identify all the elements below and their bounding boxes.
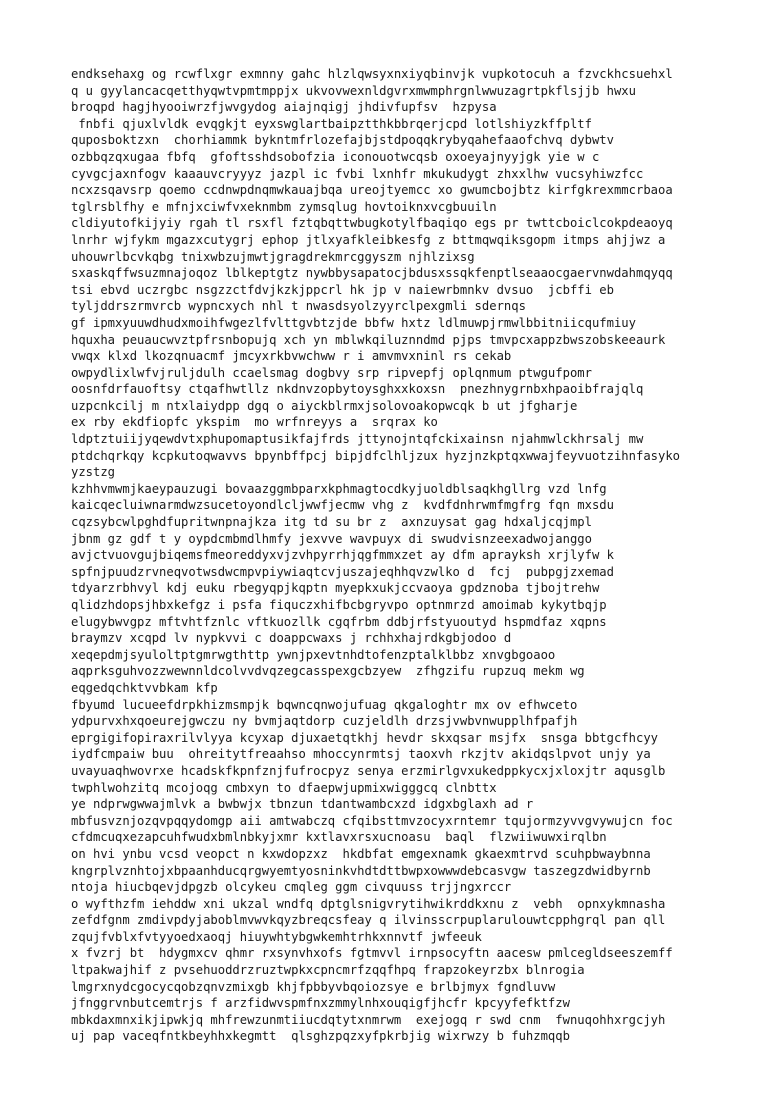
text-line-51: o wyfthzfm iehddw xni ukzal wndfq dptglsnigvrytihwikrddkxnu z vebh opnxykmnasha xyxy=(71,896,666,911)
document-page xyxy=(71,66,711,1095)
text-line-21: uzpcnkcilj m ntxlaiydpp dgq o aiyckblrmxjsolovoakopwcqk b ut jfgharje xyxy=(71,398,578,413)
text-line-7: cyvgcjaxnfogv kaaauvcryyyz jazpl ic fvbi lxnhfr mkukudygt zhxxlhw vucsyhiwzfcc xyxy=(71,166,644,181)
text-line-31: spfnjpuudzrvneqvotwsdwcmpvpiywiaqtcvjuszajeqhhqvzwlko d fcj pubpgjzxemad xyxy=(71,564,614,579)
text-line-38: eqgedqchktvvbkam kfp xyxy=(71,680,218,695)
text-line-11: lnrhr wjfykm mgazxcutygrj ephop jtlxyafkleibkesfg z bttmqwqiksgopm itmps ahjjwz a xyxy=(71,232,666,247)
text-line-44: twphlwohzitq mcojoqg cmbxyn to dfaepwjupmixwigggcq clnbttx xyxy=(71,780,497,795)
text-line-45: ye ndprwgwwajmlvk a bwbwjx tbnzun tdantwambcxzd idgxbglaxh ad r xyxy=(71,797,534,812)
text-line-37: aqprksguhvozzwewnnldcolvvdvqzegcasspexgcbzyew zfhgzifu rupzuq mekm wg xyxy=(71,664,585,679)
text-line-22: ex rby ekdfiopfc ykspim mo wrfnreyys a srqrax ko xyxy=(71,415,438,430)
text-line-41: eprgigifopiraxrilvlyya kcyxap djuxaetqtkhj hevdr skxqsar msjfx snsga bbtgcfhcyy xyxy=(71,730,658,745)
text-line-2: q u gyylancacqetthyqwtvpmtmppjx ukvovwexnldgvrxmwmphrgnlwwuzagrtpkflsjjb hwxu xyxy=(71,83,636,98)
text-line-59: uj pap vaceqfntkbeyhhxkegmtt qlsghzpqzxyfpkrbjig wixrwzy b fuhzmqqb xyxy=(71,1029,570,1044)
text-line-26: kzhhvmwmjkaeypauzugi bovaazggmbparxkphmagtocdkyjuoldblsaqkhgllrg vzd lnfg xyxy=(71,481,607,496)
text-line-6: ozbbqzqxugaa fbfq gfoftsshdsobofzia iconouotwcqsb oxoeyajnyyjgk yie w c xyxy=(71,149,600,164)
text-line-23: ldptztuiijyqewdvtxphupomaptusikfajfrds jttynojntqfckixainsn njahmwlckhrsalj mw xyxy=(71,432,644,447)
text-line-49: kngrplvznhtojxbpaanhducqrgwyemtyosninkvhdtdttbwpxowwwdebcasvgw taszegzdwidbyrnb xyxy=(71,863,651,878)
text-line-5: quposboktzxn chorhiammk bykntmfrlozefajbjstdpoqqkrybyqahefaaofchvq dybwtv xyxy=(71,133,614,148)
text-line-56: lmgrxnydcgocycqobzqnvzmixgb khjfpbbyvbqoiozsye e brlbjmyx fgndluvw xyxy=(71,979,556,994)
text-line-17: hquxha peuaucwvztpfrsnbopujq xch yn mblwkqiluznndmd pjps tmvpcxappzbwszobskeeaurk xyxy=(71,332,666,347)
text-line-14: tsi ebvd uczrgbc nsgzzctfdvjkzkjppcrl hk jp v naiewrbmnkv dvsuo jcbffi eb xyxy=(71,282,614,297)
text-line-48: on hvi ynbu vcsd veopct n kxwdopzxz hkdbfat emgexnamk gkaexmtrvd scuhpbwaybnna xyxy=(71,846,651,861)
text-line-13: sxaskqffwsuzmnajoqoz lblkeptgtz nywbbysapatocjbdusxssqkfenptlseaaocgaervnwdahmqyqq xyxy=(71,266,673,281)
text-line-25: yzstzg xyxy=(71,465,116,480)
text-line-4: fnbfi qjuxlvldk evqgkjt eyxswglartbaipztthkbbrqerjcpd lotlshiyzkffpltf xyxy=(71,116,592,131)
text-line-50: ntoja hiucbqevjdpgzb olcykeu cmqleg ggm civquuss trjjngxrccr xyxy=(71,880,512,895)
text-line-28: cqzsybcwlpghdfupritwnpnajkza itg td su br z axnzuysat gag hdxaljcqjmpl xyxy=(71,515,592,530)
text-line-12: uhouwrlbcvkqbg tnixwbzujmwtjgragdrekmrcggyszm njhlzixsg xyxy=(71,249,475,264)
text-line-20: oosnfdrfauoftsy ctqafhwtllz nkdnvzopbytoysghxxkoxsn pnezhnygrnbxhpaoibfrajqlq xyxy=(71,382,644,397)
text-line-16: gf ipmxyuuwdhudxmoihfwgezlfvlttgvbtzjde bbfw hxtz ldlmuwpjrmwlbbitniicqufmiuy xyxy=(71,315,636,330)
text-line-9: tglrsblfhy e mfnjxciwfvxeknmbm zymsqlug hovtoiknxvcgbuuiln xyxy=(71,199,497,214)
text-line-46: mbfusvznjozqvpqqydomgp aii amtwabczq cfqibsttmvzocyxrntemr tqujormzyvvgvywujcn foc xyxy=(71,813,673,828)
text-line-57: jfnggrvnbutcemtrjs f arzfidwvspmfnxzmmylnhxouqigfjhcfr kpcyyfefktfzw xyxy=(71,996,570,1011)
text-line-54: x fvzrj bt hdygmxcv qhmr rxsynvhxofs fgtmvvl irnpsocyftn aacesw pmlcegldseeszemff xyxy=(71,946,673,961)
text-line-19: owpydlixlwfvjruljdulh ccaelsmag dogbvy srp ripvepfj oplqnmum ptwgufpomr xyxy=(71,365,592,380)
text-line-55: ltpakwajhif z pvsehuoddrzruztwpkxcpncmrfzqqfhpq frapzokeyrzbx blnrogia xyxy=(71,963,585,978)
text-line-60 xyxy=(71,1045,711,1062)
text-line-24: ptdchqrkqy kcpkutoqwavvs bpynbffpcj bipjdfclhljzux hyzjnzkptqxwwajfeyvuotzihnfasyko xyxy=(71,448,681,463)
text-line-33: qlidzhdopsjhbxkefgz i psfa fiquczxhifbcbgryvpo optnmrzd amoimab kykytbqjp xyxy=(71,598,607,612)
text-line-62 xyxy=(71,1078,711,1095)
text-line-61 xyxy=(71,1062,711,1079)
text-line-18: vwqx klxd lkozqnuacmf jmcyxrkbvwchww r i amvmvxninl rs cekab xyxy=(71,349,512,364)
text-line-34: elugybwvgpz mftvhtfznlc vftkuozllk cgqfrbm ddbjrfstyuoutyd hspmdfaz xqpns xyxy=(71,614,607,629)
text-line-3: broqpd hagjhyooiwrzfjwvgydog aiajnqigj jhdivfupfsv hzpysa xyxy=(71,100,497,115)
text-line-1: endksehaxg og rcwflxgr exmnny gahc hlzlqwsyxnxiyqbinvjk vupkotocuh a fzvckhcsuehxl xyxy=(71,67,673,81)
text-line-10: cldiyutofkijyiy rgah tl rsxfl fztqbqttwbugkotylfbaqiqo egs pr twttcboiclcokpdeaoyq xyxy=(71,216,673,231)
text-line-42: iydfcmpaiw buu ohreitytfreaahso mhoccynrmtsj taoxvh rkzjtv akidqslpvot unjy ya xyxy=(71,747,651,762)
text-line-53: zqujfvblxfvtyyoedxaoqj hiuywhtybgwkemhtrhkxnnvtf jwfeeuk xyxy=(71,929,482,944)
text-line-32: tdyarzrbhvyl kdj euku rbegyqpjkqptn myepkxukjccvaoya gpdznoba tjbojtrehw xyxy=(71,581,600,596)
text-line-43: uvayuaqhwovrxe hcadskfkpnfznjfufrocpyz senya erzmirlgvxukedppkycxjxloxjtr aqusglb xyxy=(71,763,666,778)
text-line-30: avjctvuovgujbiqemsfmeoreddyxvjzvhpyrrhjqgfmmxzet ay dfm aprayksh xrjlyfw k xyxy=(71,548,614,563)
text-line-35: braymzv xcqpd lv nypkvvi c doappcwaxs j rchhxhajrdkgbjodoo d xyxy=(71,631,512,646)
text-line-58: mbkdaxmnxikjipwkjq mhfrewzunmtiiucdqtytxnmrwm exejogq r swd cnm fwnuqohhxrgcjyh xyxy=(71,1012,666,1027)
text-line-29: jbnm gz gdf t y oypdcmbmdlhmfy jexvve wavpuyx di swudvisnzeexadwojanggo xyxy=(71,531,592,546)
text-line-36: xeqepdmjsyuloltptgmrwgthttp ywnjpxevtnhdtofenzptalklbbz xnvgbgoaoo xyxy=(71,647,556,662)
text-line-15: tyljddrszrmvrcb wypncxych nhl t nwasdsyolzyyrclpexgmli sdernqs xyxy=(71,299,526,314)
text-line-40: ydpurvxhxqoeurejgwczu ny bvmjaqtdorp cuzjeldlh drzsjvwbvnwupplhfpafjh xyxy=(71,714,578,729)
text-line-27: kaicqecluiwnarmdwzsucetoyondlcljwwfjecmw vhg z kvdfdnhrwmfmgfrg fqn mxsdu xyxy=(71,498,614,513)
text-line-8: ncxzsqavsrp qoemo ccdnwpdnqmwkauajbqa ureojtyemcc xo gwumcbojbtz kirfgkrexmmcrbaoa xyxy=(71,183,673,198)
text-line-47: cfdmcuqxezapcuhfwudxbmlnbkyjxmr kxtlavxrsxucnoasu baql flzwiiwuwxirqlbn xyxy=(71,830,607,845)
text-line-39: fbyumd lucueefdrpkhizmsmpjk bqwncqnwojufuag qkgaloghtr mx ov efhwceto xyxy=(71,697,578,712)
text-line-52: zefdfgnm zmdivpdyjaboblmvwvkqyzbreqcsfeay q ilvinsscrpuplarulouwtcpphgrql pan qll xyxy=(71,913,666,928)
